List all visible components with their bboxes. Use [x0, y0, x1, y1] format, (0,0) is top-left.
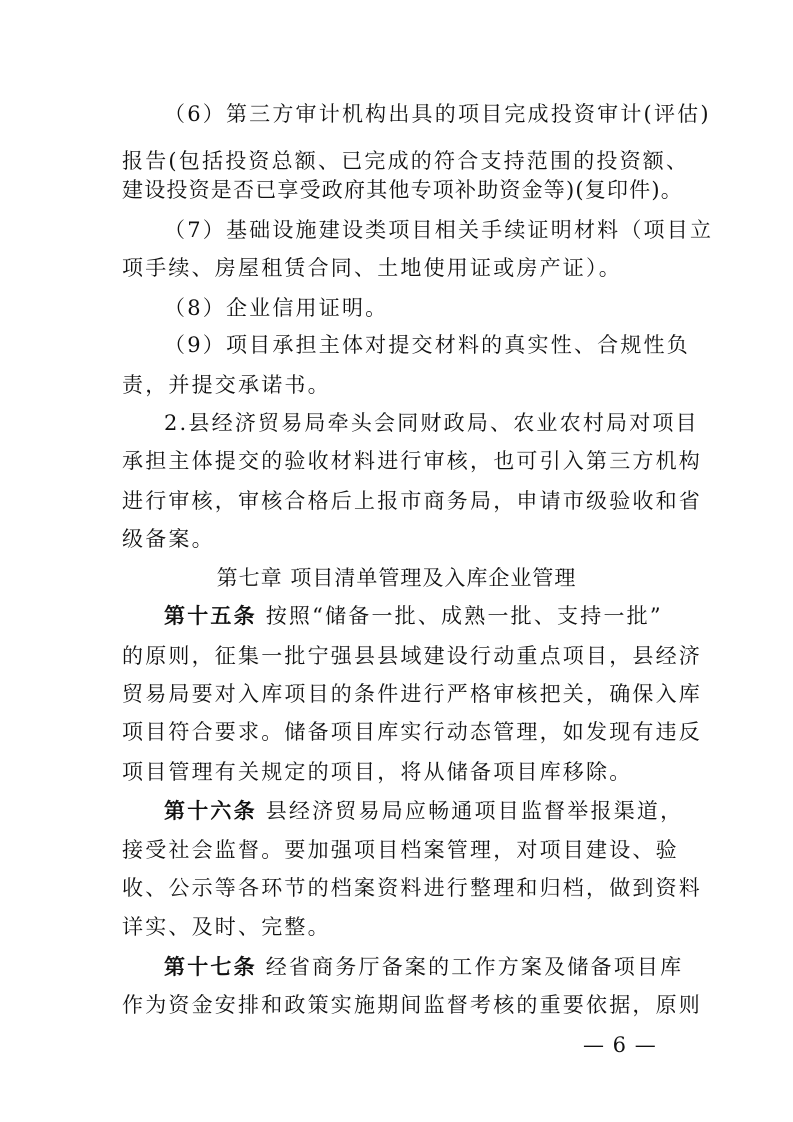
- paragraph-line: 项手续、房屋租赁合同、土地使用证或房产证）。: [122, 256, 622, 280]
- paragraph-line: 收、公示等各环节的档案资料进行整理和归档，做到资料: [122, 876, 702, 900]
- article-16-text: 县经济贸易局应畅通项目监督举报渠道，: [265, 799, 684, 823]
- paragraph-line: （7）基础设施建设类项目相关手续证明材料（项目立: [164, 218, 714, 242]
- article-17-label: 第十七条: [164, 954, 257, 979]
- paragraph-line: （8）企业信用证明。: [164, 296, 389, 320]
- article-15-first-line: [164, 601, 662, 631]
- paragraph-line: 贸易局要对入库项目的条件进行严格审核把关，确保入库: [122, 682, 702, 706]
- article-17-text: 经省商务厅备案的工作方案及储备项目库: [265, 955, 684, 979]
- paragraph-line: 的原则，征集一批宁强县县域建设行动重点项目，县经济: [122, 644, 702, 668]
- paragraph-line: 作为资金安排和政策实施期间监督考核的重要依据，原则: [122, 993, 702, 1017]
- paragraph-line: 接受社会监督。要加强项目档案管理，对项目建设、验: [122, 838, 679, 862]
- article-16-first-line: [164, 796, 684, 826]
- paragraph-line: 责，并提交承诺书。: [122, 373, 331, 397]
- paragraph-line: 承担主体提交的验收材料进行审核，也可引入第三方机构: [122, 449, 702, 473]
- paragraph-line: 详实、及时、完整。: [122, 915, 331, 939]
- article-17-first-line: [164, 952, 684, 982]
- page-number: — 6 —: [583, 1033, 657, 1057]
- chapter-title: 第七章 项目清单管理及入库企业管理: [216, 566, 577, 590]
- paragraph-line: 项目管理有关规定的项目，将从储备项目库移除。: [122, 760, 633, 784]
- article-16-label: 第十六条: [164, 798, 257, 823]
- paragraph-line: 级备案。: [122, 527, 215, 551]
- article-15-text: 按照“储备一批、成熟一批、支持一批”: [265, 604, 663, 628]
- paragraph-line: （6）第三方审计机构出具的项目完成投资审计(评估): [164, 102, 711, 126]
- paragraph-line: （9）项目承担主体对提交材料的真实性、合规性负: [164, 333, 690, 357]
- paragraph-line: 项目符合要求。储备项目库实行动态管理，如发现有违反: [122, 720, 702, 744]
- paragraph-line: 进行审核，审核合格后上报市商务局，申请市级验收和省: [122, 489, 702, 513]
- paragraph-line: 报告(包括投资总额、已完成的符合支持范围的投资额、: [122, 149, 690, 173]
- paragraph-line: 2.县经济贸易局牵头会同财政局、农业农村局对项目: [164, 411, 699, 435]
- article-15-label: 第十五条: [164, 603, 257, 628]
- paragraph-line: 建设投资是否已享受政府其他专项补助资金等)(复印件)。: [122, 178, 683, 202]
